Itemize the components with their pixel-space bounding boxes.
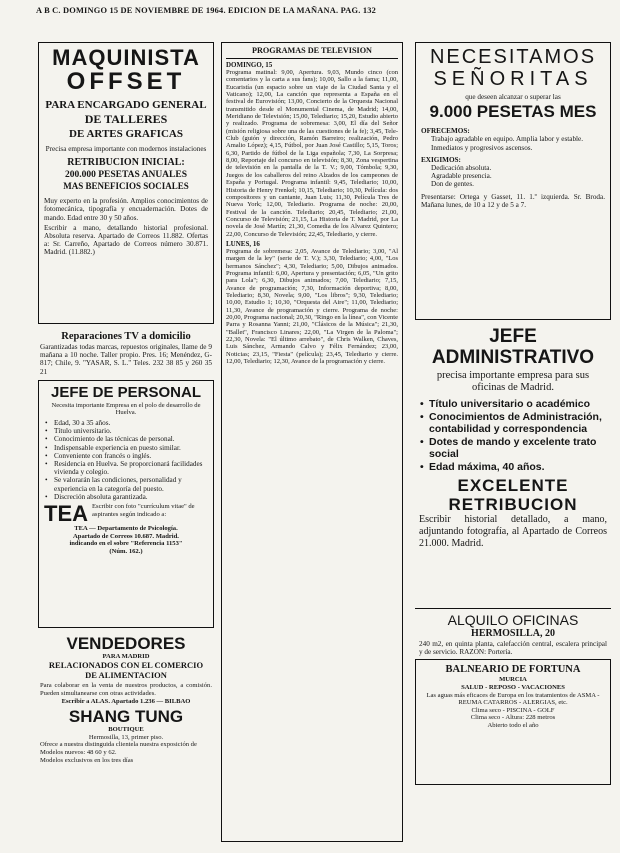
jefe-admin-ad [415, 324, 611, 606]
vendedores-body: Para colaborar en la venta de nuestros productos, a comisión. Pueden simultanearse con otras actividades. [40, 682, 212, 697]
vendedores-title: VENDEDORES [66, 633, 186, 653]
tea-text: Escribir con foto "currículum vitae" de aspirantes según indicado a: [92, 503, 195, 518]
list-item: • Residencia en Huelva. Se proporcionará facilidades vivienda y colegio. [44, 460, 208, 476]
tea-addr3: indicando en el sobre "Referencia 1153" [69, 540, 183, 548]
list-item: • Edad máxima, 40 años. [419, 461, 607, 474]
maquinista-line3: DE ARTES GRAFICAS [69, 128, 183, 140]
list-item: • Se valorarán las condiciones, personalidad y experiencia en la categoría del puesto. [44, 476, 208, 492]
maquinista-title: MAQUINISTA [52, 45, 200, 70]
domingo-heading: DOMINGO, 15 [226, 61, 273, 69]
jefe-admin-body: Escribir historial detallado, a mano, adjuntando fotografía, al Apartado de Correos 21.000. Madrid. [419, 514, 607, 549]
shang-tung-sub: BOUTIQUE [108, 726, 144, 734]
vendedores-ad [38, 632, 214, 705]
shang-tung-ad [38, 705, 214, 766]
maquinista-ad [38, 42, 214, 324]
tea-addr1: TEA — Departamento de Psicología. [74, 525, 178, 533]
jefe-personal-requirements [44, 419, 208, 501]
jefe-personal-ad [38, 380, 214, 628]
senoritas-title1: NECESITAMOS [429, 46, 597, 68]
jefe-admin-requirements [419, 398, 607, 473]
maquinista-line1: PARA ENCARGADO GENERAL [45, 99, 207, 111]
balneario-line2: Clima seco - PISCINA - GOLF [471, 706, 555, 714]
vendedores-sub: PARA MADRID [102, 652, 150, 660]
list-item: Agradable presencia. [431, 172, 492, 181]
balneario-title: BALNEARIO DE FORTUNA [445, 664, 581, 676]
maquinista-body1: Precisa empresa importante con modernos instalaciones [45, 145, 207, 153]
list-item: • Título universitario. [44, 427, 208, 435]
balneario-body: Las aguas más eficaces de Europa en los tratamientos de ASMA - REUMA CATARROS - ALERGIAS, etc. [426, 691, 600, 707]
balneario-line4: Abierto todo el año [487, 721, 539, 729]
tv-programs-column [221, 42, 403, 842]
list-item: • Discreción absoluta garantizada. [44, 493, 208, 501]
reparaciones-title: Reparaciones TV a domicilio [61, 331, 191, 342]
maquinista-body3: Escribir a mano, detallando historial profesional. Absoluta reserva. Apartado de Correos 11.882. Ofertas a: Sr. Carreño, Apartado de Correos número 30.871. Madrid. (11.882.) [44, 223, 208, 257]
ofrecemos-text: Trabajo agradable en equipo. Amplia labor y estable. Inmediatos y progresivos ascensos. [431, 135, 584, 152]
balneario-line1: SALUD - REPOSO - VACACIONES [461, 684, 565, 691]
senoritas-presentarse: Presentarse: Ortega y Gasset, 11. 1.º izquierda. Sr. Broda. Mañana lunes, de 10 a 12 y de 5 a 7. [421, 192, 605, 209]
exigimos-heading: EXIGIMOS: [421, 155, 461, 164]
tv-programs-title: PROGRAMAS DE TELEVISION [252, 46, 372, 55]
vendedores-line1: RELACIONADOS CON EL COMERCIO [48, 660, 204, 671]
jefe-admin-title2: ADMINISTRATIVO [431, 347, 595, 368]
shang-tung-line3: Modelos exclusivos en los tres días [40, 756, 134, 764]
alquilo-body: 240 m2, en quinta planta, calefacción central, escalera principal y de servicio. RAZON: Portería. [419, 640, 607, 657]
maquinista-amount: 200.000 PESETAS ANUALES [64, 170, 188, 181]
balneario-place: MURCIA [499, 676, 527, 684]
list-item: • Conocimiento de las técnicas de personal. [44, 435, 208, 443]
divider [415, 608, 611, 609]
page-header: A B C. DOMINGO 15 DE NOVIEMBRE DE 1964. EDICION DE LA MAÑANA. PAG. 132 [36, 6, 377, 15]
list-item: • Indispensable experiencia en puesto similar. [44, 444, 208, 452]
alquilo-addr: HERMOSILLA, 20 [471, 628, 555, 639]
list-item: Dedicación absoluta. [431, 164, 492, 173]
jefe-admin-title1: JEFE [489, 326, 537, 347]
ofrecemos-heading: OFRECEMOS: [421, 127, 470, 136]
list-item: • Conveniente con francés o inglés. [44, 452, 208, 460]
tea-logo: TEA [44, 501, 88, 527]
list-item: • Edad, 30 a 35 años. [44, 419, 208, 427]
alquilo-title: ALQUILO OFICINAS [447, 612, 579, 628]
shang-tung-title: SHANG TUNG [68, 707, 184, 727]
senoritas-amount: 9.000 PESETAS MES [429, 102, 597, 122]
maquinista-extra: MAS BENEFICIOS SOCIALES [63, 181, 189, 192]
jefe-personal-title: JEFE DE PERSONAL [50, 383, 202, 401]
tea-ref: (Núm. 162.) [109, 547, 143, 555]
shang-tung-line2: Modelos nuevos: 48 60 y 62. [40, 748, 117, 756]
shang-tung-addr: Hermosilla, 13, primer piso. [88, 733, 164, 741]
left-column [38, 42, 214, 842]
lunes-schedule: Programa de sobremesa: 2,05, Avance de Telediario; 3,00, "Al margen de la ley" (serie de T. V.); 3,30, Telediario; 4,00, "Los hermanos Sánchez"; 4,30, Telediario; 5,00, Dibujos animados. Programa infantil: 6,00, Apertura y presentación; 6,05, "Un grito para Lola"; 6,30, Dibujos animados; 7,00, Telediario; 7,15, Avance de programación; 7,30, Información deportiva; 8,00, Telediario; 8,30, Novela; 9,00, "Los libros"; 9,30, Telediario; 10,00, Estudio 1; 10,30, "Orquesta del Aire"; 11,00, Telediario; 11,30, Avance de programación y cierre. Programa de noche: 20,00, Programa nacional; 20,30, "Ringo en la línea", con Vicente Parra y Rosanna Yanni; 21,00, "Clásicos de la Música"; 21,30, "Ballet", Francisco Linares; 22,00, "La Virgen de la Paloma"; 22,30, Novela: "El último arrebato", de Chris Walken, Chaves, Luis Sánchez, Armando Calvo y Félix Fernández; 23,00, Noticias; 23,15, "Fiesta" (película); 23,45, Telediario y cierre. 12,00, Telediario; 12,30, Avance de la programación y cierre. [226, 247, 398, 366]
reparaciones-body: Garantizadas todas marcas, repuestos originales, llame de 9 mañana a 10 noche. Taller propio. Pres. 16; Menéndez, G-817; Chile, 9. "YASAR, S. L." Teles. 232 38 85 y 260 35 21 [40, 343, 212, 376]
maquinista-line2: DE TALLERES [84, 112, 168, 126]
senoritas-title2: SEÑORITAS [433, 68, 593, 90]
maquinista-retribucion: RETRIBUCION INICIAL: [67, 157, 185, 169]
excelente-title: EXCELENTE [457, 476, 569, 495]
list-item: • Título universitario o académico [419, 398, 607, 411]
list-item: Don de gentes. [431, 180, 474, 189]
list-item: • Dotes de mando y excelente trato social [419, 436, 607, 461]
balneario-ad [415, 659, 611, 785]
list-item: • Conocimientos de Administración, contabilidad y correspondencia [419, 411, 607, 436]
retribucion-title: RETRIBUCION [448, 495, 578, 514]
right-column [415, 42, 611, 842]
vendedores-line2: DE ALIMENTACION [85, 670, 167, 681]
shang-tung-line1: Ofrece a nuestra distinguida clientela nuestra exposición de [40, 741, 197, 749]
lunes-heading: LUNES, 16 [226, 239, 260, 248]
tea-addr2: Apartado de Correos 10.687. Madrid. [73, 532, 179, 540]
balneario-line3: Clima seco - Altura: 228 metros [470, 714, 556, 722]
jefe-admin-intro: precisa importante empresa para sus oficinas de Madrid. [436, 370, 590, 393]
senoritas-ad [415, 42, 611, 320]
senoritas-sub: que deseen alcanzar o superar las [465, 93, 561, 101]
offset-title: OFFSET [66, 68, 186, 95]
maquinista-body2: Muy experto en la profesión. Amplios conocimientos de fotomecánica, tipografía y encuadernación. Dotes de mando. Edad entre 30 y 50 años. [44, 197, 208, 222]
divider [226, 58, 398, 59]
domingo-schedule: Programa matinal: 9,00, Apertura. 9,03, Mundo cinco (con comentarios y la carta a sus fans); 10,00, Sallo a la fama; 11,00, Eucaristía (un espacio sobre un viaje de la Ciudad Santa y el Vaticano); 12,00, La canción que representa a España en el festival de Eurovisión; 13,00, Concierto de la Orquesta Nacional transmitido desde el Monumental Cinema, de Madrid; 14,00, Meridiano de Televisión; 15,00, Telediario; 15,20, Estudio abierto y realizado. Programa de sobremesa: 3,00, El día del Señor (misión religiosa sobre una de las cuestiones de la fe); 3,45, Tele-Club (guión y dirección, Ramón Barreiro; realización, Pedro Amalio López); 4,15, Fútbol, por Juan José Castillo; 5,15, Toros; 6,30, Partido de fútbol de la Liga española; 7,30, La Sorpresa; 8,00, Reportaje del concurso en televisión; 8,30, Zona vespertina de televisión en la pantalla de la T. V.; 9,00, Tómbola; 9,30, Juegos de los caballeros del reino Alzados de los campeones de España y Portugal. Programa infantil: 9,45, Telediario; 10,00, Historia de Henry Frenkel; 10,15, Telediario; 10,30, Película: dos compositores y un cantante, Juan Luis; 11,30, Película Tres de Nueva York; 12,00, Telediario. Programa de noche: 20,00, Festival de la canción. Telediario; 20,45, Telediario; 21,00, Concurso de Televisión; 21,15, La Historia de T. Madrid, por La novela de José Martín; 21,30, Comedia de los Alvarez Quintero; 22,00, Concurso de Televisión; 22,45, Telediario, y cierre. [226, 69, 398, 238]
vendedores-addr: Escribir a ALAS. Apartado 1.236 — BILBAO [61, 697, 191, 705]
alquilo-ad [415, 611, 611, 659]
reparaciones-ad [38, 328, 214, 380]
jefe-personal-intro: Necesita importante Empresa en el polo de desarrollo de Huelva. [51, 401, 201, 417]
